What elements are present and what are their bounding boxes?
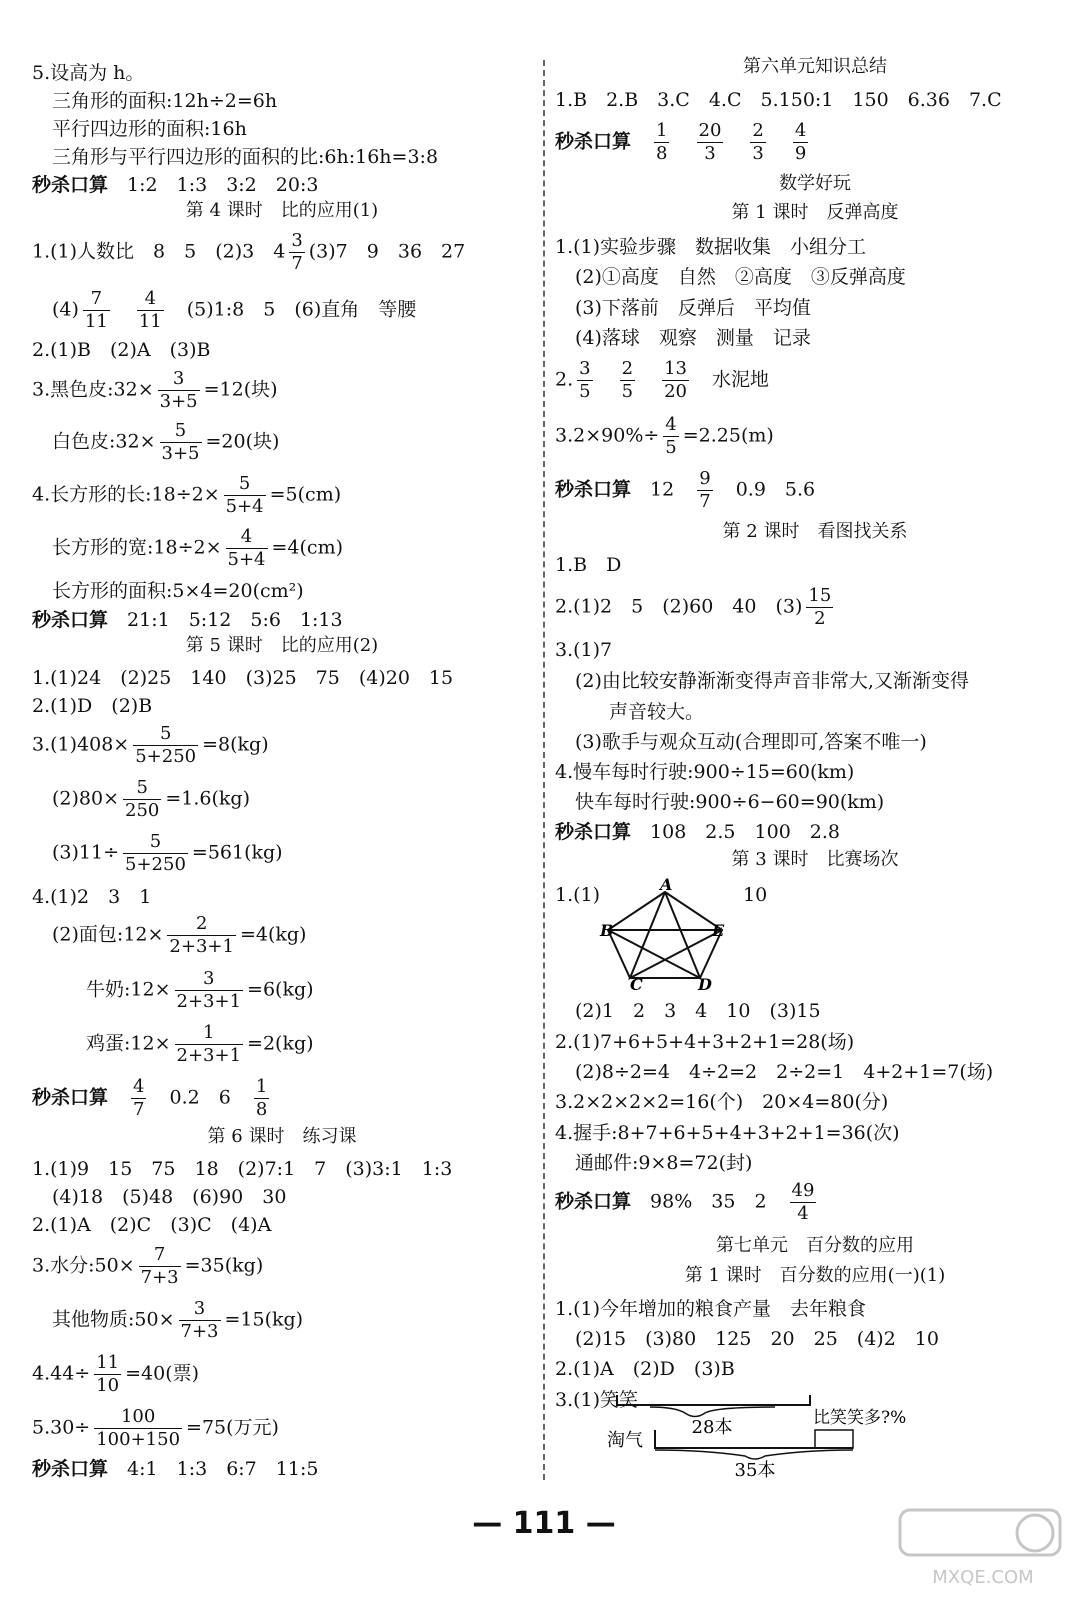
unit-heading: 第七单元 百分数的应用 xyxy=(716,1235,914,1256)
answer-line: (2)80× $\frac{5}{250}$ =1.6(kg) xyxy=(52,777,251,821)
fraction: $\frac{2}{5}$ xyxy=(621,358,634,402)
answer-line: 声音较大。 xyxy=(609,701,705,723)
answer-line: 5.设高为 h。 xyxy=(32,62,145,84)
vertex-label: E xyxy=(712,921,725,940)
answer-line: 2.(1)D (2)B xyxy=(32,695,153,717)
answer-line: 2. $\frac{3}{5}$ $\frac{2}{5}$ $\frac{13}{20}$ 水泥地 xyxy=(555,358,770,402)
answer-line: 3.(1)笑笑 xyxy=(555,1389,639,1411)
fraction: $\frac{13}{20}$ xyxy=(664,358,687,402)
answer-line: (4)落球 观察 测量 记录 xyxy=(575,327,811,349)
answer-line: 4.长方形的长:18÷2× $\frac{5}{5+4}$ =5(cm) xyxy=(32,473,342,517)
answer-line xyxy=(32,232,465,273)
answer-line: 通邮件:9×8=72(封) xyxy=(575,1152,753,1174)
answer-line: 3.(1)408× $\frac{5}{5+250}$ =8(kg) xyxy=(32,723,269,767)
fraction: $\frac{49}{4}$ xyxy=(791,1180,815,1224)
answer-line: (2)①高度 自然 ②高度 ③反弹高度 xyxy=(575,266,906,288)
fraction: $\frac{5}{5+250}$ xyxy=(125,831,186,875)
answer-line: 平行四边形的面积:16h xyxy=(52,118,247,140)
answer-line: 1.(1)今年增加的粮食产量 去年粮食 xyxy=(555,1298,867,1320)
lesson-heading: 第 4 课时 比的应用(1) xyxy=(185,200,379,221)
answer-line: 4.慢车每时行驶:900÷15=60(km) xyxy=(555,761,855,783)
answer-text: (3)7 9 36 27 xyxy=(308,240,466,263)
answer-line: 3.2×2×2×2=16(个) 20×4=80(分) xyxy=(555,1091,889,1113)
answer-line: (2)8÷2=4 4÷2=2 2÷2=1 4+2+1=7(场) xyxy=(575,1061,994,1083)
fraction: $\frac{7}{11}$ xyxy=(84,288,108,332)
fraction: $\frac{5}{3+5}$ xyxy=(161,420,200,464)
answer-line: 鸡蛋:12× $\frac{1}{2+3+1}$ =2(kg) xyxy=(86,1022,314,1066)
answer-line: (2)面包:12× $\frac{2}{2+3+1}$ =4(kg) xyxy=(52,913,307,957)
lesson-heading: 第 1 课时 反弹高度 xyxy=(731,202,899,223)
answer-line: (2)由比较安静渐渐变得声音非常大,又渐渐变得 xyxy=(575,670,969,692)
fraction: $\frac{20}{3}$ xyxy=(698,120,722,164)
fraction: $\frac{5}{5+4}$ xyxy=(225,473,264,517)
quick-calc-label: 秒杀口算 xyxy=(555,130,632,153)
answer-line: 3.2×90%÷ $\frac{4}{5}$ =2.25(m) xyxy=(555,414,774,458)
answer-value: 10 xyxy=(743,884,768,906)
answer-line: 白色皮:32× $\frac{5}{3+5}$ =20(块) xyxy=(52,420,280,464)
fraction: $\frac{11}{10}$ xyxy=(96,1352,120,1396)
quick-calc-line: 秒杀口算 12 $\frac{9}{7}$ 0.9 5.6 xyxy=(555,468,816,512)
answer-line: 1.(1)24 (2)25 140 (3)25 75 (4)20 15 xyxy=(32,667,454,689)
quick-calc-label: 秒杀口算 xyxy=(555,1190,632,1213)
fraction: $\frac{3}{2+3+1}$ xyxy=(176,968,242,1012)
answer-line: 三角形的面积:12h÷2=6h xyxy=(52,90,278,112)
fraction: $\frac{9}{7}$ xyxy=(699,468,711,512)
fraction: $\frac{3}{5}$ xyxy=(579,358,591,402)
fraction: $\frac{3}{7+3}$ xyxy=(180,1298,219,1342)
answer-line: 2.(1)B (2)A (3)B xyxy=(32,339,211,361)
answer-line: 1.(1) xyxy=(555,884,601,906)
fraction: $\frac{2}{3}$ xyxy=(752,120,764,164)
quick-calc-line: 秒杀口算 21:1 5:12 5:6 1:13 xyxy=(32,609,343,631)
answer-line: (2)1 2 3 4 10 (3)15 xyxy=(575,1000,821,1022)
quick-calc-label: 秒杀口算 xyxy=(32,609,109,631)
answer-line: (3)下落前 反弹后 平均值 xyxy=(575,297,811,319)
quick-calc-values: 1:2 1:3 3:2 20:3 xyxy=(127,174,319,196)
quick-calc-line: 秒杀口算 98% 35 2 $\frac{49}{4}$ xyxy=(555,1180,815,1224)
fraction: $\frac{2}{2+3+1}$ xyxy=(169,913,234,957)
answer-line: 长方形的宽:18÷2× $\frac{4}{5+4}$ =4(cm) xyxy=(52,526,344,570)
fraction: $\frac{1}{8}$ xyxy=(255,1076,268,1120)
column-divider xyxy=(543,60,545,1480)
answer-line: 1.B D xyxy=(555,554,622,576)
vertex-label: B xyxy=(600,921,614,940)
diagram-label-35: 35本 xyxy=(734,1460,776,1481)
quick-calc-line xyxy=(555,122,812,163)
quick-calc-line: 秒杀口算 $\frac{4}{7}$ 0.2 6 $\frac{1}{8}$ xyxy=(32,1076,268,1120)
fraction: $\frac{4}{5+4}$ xyxy=(227,526,266,570)
fraction: $\frac{7}{7+3}$ xyxy=(140,1244,179,1288)
vertex-label: D xyxy=(698,975,712,994)
answer-line: 其他物质:50× $\frac{3}{7+3}$ =15(kg) xyxy=(52,1298,304,1342)
watermark-text: MXQE.COM xyxy=(932,1567,1034,1588)
quick-calc-line: 秒杀口算 108 2.5 100 2.8 xyxy=(555,821,840,843)
answer-line: 牛奶:12× $\frac{3}{2+3+1}$ =6(kg) xyxy=(86,968,314,1012)
right-column xyxy=(555,0,1075,1600)
quick-calc-label: 秒杀口算 xyxy=(32,1086,109,1109)
fraction: $\frac{4}{11}$ xyxy=(138,288,162,332)
answer-line: 2.(1)2 5 (2)60 40 (3) $\frac{15}{2}$ xyxy=(555,585,832,629)
fraction: $\frac{4}{9}$ xyxy=(794,120,807,164)
unit-heading: 第六单元知识总结 xyxy=(743,56,887,77)
answer-line: 2.(1)A (2)C (3)C (4)A xyxy=(32,1214,272,1236)
answer-line: (2)15 (3)80 125 20 25 (4)2 10 xyxy=(575,1328,939,1350)
fraction: $\frac{5}{250}$ xyxy=(125,777,160,821)
answer-line: (4) $\frac{7}{11}$ $\frac{4}{11}$ (5)1:8 5 (6)直角 等腰 xyxy=(52,288,417,332)
fraction: $\frac{4}{5}$ xyxy=(665,414,677,458)
lesson-heading: 第 6 课时 练习课 xyxy=(207,1126,357,1147)
fraction: $\frac{15}{2}$ xyxy=(808,585,832,629)
answer-line: 3.水分:50× $\frac{7}{7+3}$ =35(kg) xyxy=(32,1244,264,1288)
answer-line: 5.30÷ $\frac{100}{100+150}$ =75(万元) xyxy=(32,1406,279,1450)
section-heading: 数学好玩 xyxy=(779,173,851,194)
watermark-logo xyxy=(895,1505,1070,1590)
diagram-label-more: 比笑笑多?% xyxy=(813,1408,907,1428)
fraction: $\frac{100}{100+150}$ xyxy=(96,1406,181,1450)
answer-text: 1.(1)人数比 8 5 (2)3 4 xyxy=(32,240,286,263)
fraction: $\frac{1}{2+3+1}$ xyxy=(176,1022,242,1066)
fraction: $\frac{3}{3+5}$ xyxy=(159,368,198,412)
answer-line: (3)11÷ $\frac{5}{5+250}$ =561(kg) xyxy=(52,831,283,875)
answer-line: 快车每时行驶:900÷6−60=90(km) xyxy=(575,791,885,813)
answer-line: 3.(1)7 xyxy=(555,639,613,661)
lesson-heading: 第 2 课时 看图找关系 xyxy=(722,521,908,542)
answer-line: 长方形的面积:5×4=20(cm²) xyxy=(52,580,304,602)
fraction: $\frac{1}{8}$ xyxy=(656,120,668,164)
answer-line: (3)歌手与观众互动(合理即可,答案不唯一) xyxy=(575,731,927,753)
diagram-extra-segment xyxy=(815,1430,853,1448)
answer-line: 2.(1)A (2)D (3)B xyxy=(555,1358,735,1380)
vertex-label: A xyxy=(660,875,673,894)
quick-calc-line xyxy=(32,172,318,198)
answer-line: 三角形与平行四边形的面积的比:6h:16h=3:8 xyxy=(52,146,439,168)
answer-line: 4.(1)2 3 1 xyxy=(32,886,152,908)
diagram-label-28: 28本 xyxy=(691,1417,733,1438)
answer-line: 1.B 2.B 3.C 4.C 5.150:1 150 6.36 7.C xyxy=(555,89,1002,111)
fraction: $\frac{5}{5+250}$ xyxy=(135,723,197,767)
fraction: $\frac{4}{7}$ xyxy=(133,1076,145,1120)
quick-calc-label: 秒杀口算 xyxy=(555,821,632,843)
answer-line: 2.(1)7+6+5+4+3+2+1=28(场) xyxy=(555,1031,855,1053)
fraction: $\frac{3}{7}$ xyxy=(291,230,303,274)
lesson-heading: 第 5 课时 比的应用(2) xyxy=(185,635,379,656)
quick-calc-label: 秒杀口算 xyxy=(32,174,109,196)
answer-line: 3.黑色皮:32× $\frac{3}{3+5}$ =12(块) xyxy=(32,368,278,412)
bar-diagram xyxy=(555,1380,907,1481)
page-number: — 111 — xyxy=(472,1506,616,1541)
lesson-heading: 第 1 课时 百分数的应用(一)(1) xyxy=(684,1265,946,1286)
answer-line: (4)18 (5)48 (6)90 30 xyxy=(52,1186,287,1208)
left-column xyxy=(32,0,532,1600)
quick-calc-line: 秒杀口算 4:1 1:3 6:7 11:5 xyxy=(32,1458,319,1480)
answer-line: 4.握手:8+7+6+5+4+3+2+1=36(次) xyxy=(555,1122,900,1144)
answer-line: 1.(1)实验步骤 数据收集 小组分工 xyxy=(555,236,867,258)
vertex-label: C xyxy=(630,975,643,994)
pentagon-diagram xyxy=(600,875,730,994)
diagram-label-taoqi: 淘气 xyxy=(607,1430,643,1451)
answer-line: 4.44÷ $\frac{11}{10}$ =40(票) xyxy=(32,1352,200,1396)
lesson-heading: 第 3 课时 比赛场次 xyxy=(731,849,899,870)
answer-line: 1.(1)9 15 75 18 (2)7:1 7 (3)3:1 1:3 xyxy=(32,1158,453,1180)
quick-calc-label: 秒杀口算 xyxy=(555,478,632,501)
quick-calc-label: 秒杀口算 xyxy=(32,1458,109,1480)
